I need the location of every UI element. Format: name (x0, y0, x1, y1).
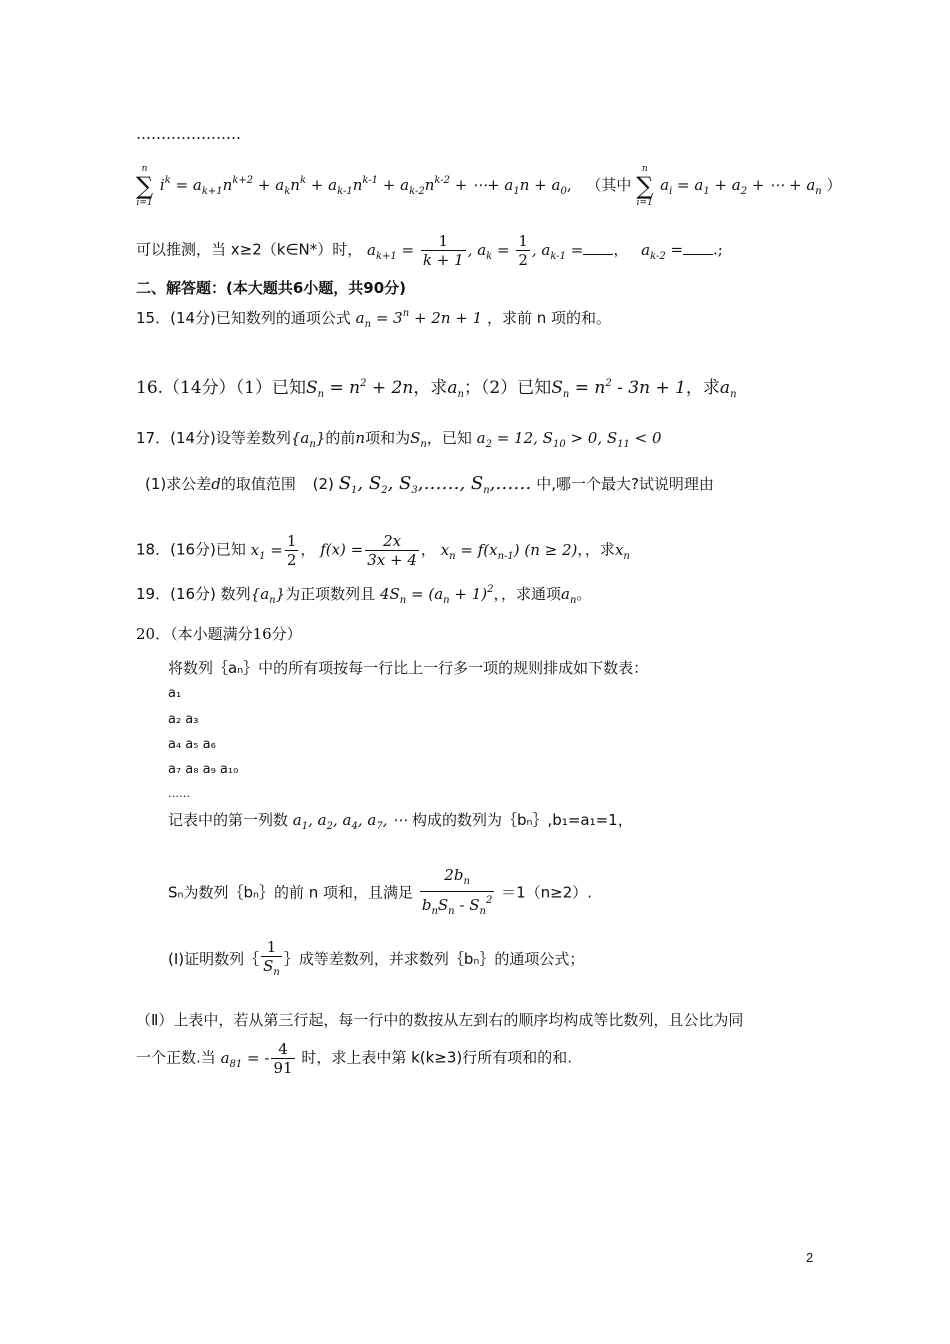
question-20-part-1: (Ⅰ)证明数列｛ $\frac{1}{S_n}$ ｝成等差数列，并求数列｛bₙ｝的通项公式； (168, 938, 585, 978)
question-18: 18．(16分)已知 $x_1$ = $\frac{1}{2}$ ， f(x) = $\frac{2x}{3x + 4}$ ， $x_n = f(x_{n-1}) (n \ge 2)$，，求$x_n$ (136, 532, 630, 569)
question-20-intro: 将数列｛aₙ｝中的所有项按每一行比上一行多一项的规则排成如下数表： (168, 659, 649, 677)
table-row: a₂ a₃ (168, 712, 199, 727)
table-row: …… (168, 787, 190, 800)
table-row: a₁ (168, 686, 182, 701)
question-16: 16.（14分）（1）已知$S_n = n^2 + 2n$，求$a_n$；（2）已知$S_n = n^2 - 3n + 1$，求$a_n$ (136, 378, 737, 400)
question-20-title: 20．（本小题满分16分） (136, 625, 302, 643)
sum-formula: n ∑ i=1 $i^k = a_{k+1}n^{k+2} + a_kn^k + a_{k-1}n^{k-1} + a_{k-2}n^{k-2}$ + ⋯+ $a_1n + a_0$, （其中 n ∑ i=1 $a_i = a_1 + a_2$ + ⋯ + $a_n$ ） (136, 164, 842, 208)
question-19: 19．(16分) 数列$\{a_n\}$为正项数列且 $4S_n = (a_n + 1)^2$，，求通项$a_n$。 (136, 584, 592, 606)
section-heading: 二、解答题：(本大题共6小题，共90分) (136, 279, 407, 297)
table-row: a₇ a₈ a₉ a₁₀ (168, 762, 239, 777)
question-20-part-2-cont: 一个正数.当 $a_{81}$ = - $\frac{4}{91}$ 时，求上表中第 k(k≥3)行所有项和的和. (136, 1040, 573, 1077)
infer-line: 可以推测，当 x≥2（k∈N*）时， $a_{k+1}$ = $\frac{1}{k + 1}$ , $a_k$ = $\frac{1}{2}$ , $a_{k-1}$ = ， $a_{k-2}$ = .; (136, 232, 723, 269)
question-20-first-column: 记表中的第一列数 $a_1$, $a_2$, $a_4$, $a_7$, ⋯ 构成的数列为｛bₙ｝,b₁=a₁=1， (168, 811, 633, 832)
ellipsis-line: ………………… (136, 125, 241, 143)
question-20-part-2: （Ⅱ）上表中，若从第三行起，每一行中的数按从左到右的顺序均构成等比数列，且公比为同 (136, 1011, 744, 1029)
question-17-parts: (1)求公差d的取值范围 (2) $S_1$, $S_2$, $S_3,\dots\dots$, $S_n,\dots\dots$ 中,哪一个最大?试说明理由 (145, 473, 714, 496)
page-number: 2 (806, 1250, 814, 1265)
question-15: 15．(14分)已知数列的通项公式 $a_n = 3^n + 2n + 1$ ，求前 n 项的和。 (136, 308, 611, 330)
table-row: a₄ a₅ a₆ (168, 737, 216, 752)
question-17: 17．(14分)设等差数列$\{a_n\}$的前n项和为$S_n$，已知 $a_2 = 12$, $S_{10} > 0$, $S_{11} < 0$ (136, 429, 662, 450)
question-20-condition: Sₙ为数列｛bₙ｝的前 n 项和，且满足 $\frac{2b_n}{b_nS_n - S_n^2}$ ＝1（n≥2）. (168, 866, 593, 917)
